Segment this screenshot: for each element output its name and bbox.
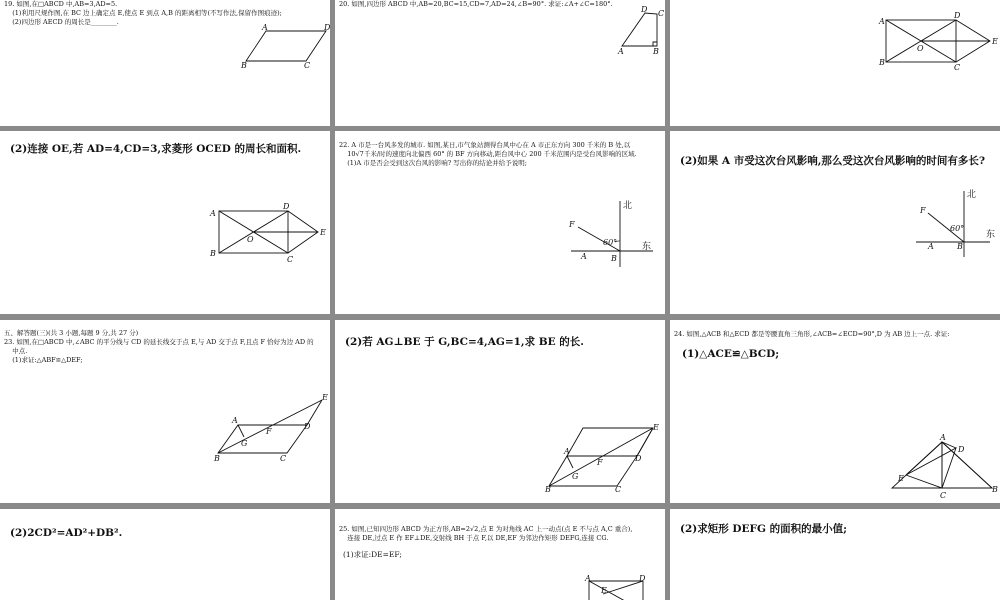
q21-part2-figure: [0, 131, 330, 314]
svg-text:F: F: [597, 458, 603, 467]
svg-text:A: A: [879, 17, 885, 26]
q21-part2-text: (2)连接 OE,若 AD=4,CD=3,求菱形 OCED 的周长和面积.: [10, 143, 302, 155]
svg-text:D: D: [324, 23, 331, 32]
q23-text: 五、解答题(三)(共 3 小题,每题 9 分,共 27 分) 23. 如图,在□ABCD 中,∠ABC 的平分线与 CD 的延长线交于点 E,与 AD 交于点 F,且点 F 恰好为边 AD 的 中点. (1)求证:△ABF≌△DEF;: [4, 329, 314, 364]
svg-text:60°: 60°: [950, 224, 965, 233]
panel-q25-part2: [670, 509, 1000, 600]
panel-q19: [0, 0, 330, 126]
svg-text:G: G: [241, 439, 248, 448]
panel-q24: [670, 320, 1000, 503]
svg-text:E: E: [653, 423, 659, 432]
svg-text:D: D: [958, 445, 965, 454]
svg-text:F: F: [569, 220, 575, 229]
svg-text:C: C: [954, 63, 961, 72]
q21-rhombus-figure: [670, 0, 1000, 126]
svg-text:D: D: [304, 422, 311, 431]
panel-q21-figure: [670, 0, 1000, 126]
q20-quadrilateral-figure: [335, 0, 665, 126]
svg-text:北: 北: [967, 190, 977, 200]
svg-text:C: C: [280, 454, 287, 463]
q24-sub-text: (1)△ACE≌△BCD;: [682, 348, 780, 360]
q23-part2-text: (2)若 AG⊥BE 于 G,BC=4,AG=1,求 BE 的长.: [345, 336, 584, 348]
q22-part2-text: (2)如果 A 市受这次台风影响,那么受这次台风影响的时间有多长?: [680, 155, 986, 167]
panel-q24-part2: [0, 509, 330, 600]
q23-parallelogram-figure: [0, 320, 330, 503]
svg-text:C: C: [304, 61, 311, 70]
q25-sub-text: (1)求证:DE=EF;: [343, 550, 402, 559]
panel-q20: [335, 0, 665, 126]
svg-text:B: B: [611, 254, 617, 263]
q22-typhoon-figure: [335, 131, 665, 314]
svg-text:A: A: [581, 252, 587, 261]
svg-text:F: F: [266, 427, 272, 436]
svg-text:A: A: [210, 209, 216, 218]
svg-text:O: O: [247, 235, 254, 244]
svg-text:B: B: [653, 47, 659, 56]
svg-text:B: B: [210, 249, 216, 258]
svg-text:D: D: [639, 574, 646, 583]
svg-text:C: C: [287, 255, 294, 264]
svg-text:A: A: [232, 416, 238, 425]
panel-q25: [335, 509, 665, 600]
svg-text:B: B: [992, 485, 998, 494]
svg-text:A: A: [618, 47, 624, 56]
svg-text:东: 东: [986, 230, 996, 240]
svg-text:G: G: [572, 472, 579, 481]
svg-text:D: D: [635, 454, 642, 463]
q25-part2-text: (2)求矩形 DEFG 的面积的最小值;: [680, 523, 847, 535]
svg-text:F: F: [920, 206, 926, 215]
svg-text:C: C: [658, 9, 665, 18]
panel-q22-part2: [670, 131, 1000, 314]
svg-text:C: C: [615, 485, 622, 494]
q25-square-figure: [335, 509, 665, 600]
svg-text:B: B: [957, 242, 963, 251]
svg-text:D: D: [954, 11, 961, 20]
panel-q21-part2: [0, 131, 330, 314]
svg-text:D: D: [641, 5, 648, 14]
svg-text:E: E: [992, 37, 998, 46]
panel-q23-part2: [335, 320, 665, 503]
q24-triangles-figure: [670, 320, 1000, 503]
q25-text: 25. 如图,已知四边形 ABCD 为正方形,AB=2√2,点 E 为对角线 AC 上一动点(点 E 不与点 A,C 重合), 连接 DE,过点 E 作 EF⊥DE,交射线 BH 于点 F,以 DE,EF 为邻边作矩形 DEFG,连接 CG.: [339, 525, 633, 542]
panel-q22: [335, 131, 665, 314]
q24-part2-text: (2)2CD²=AD²+DB².: [10, 527, 123, 539]
svg-text:D: D: [283, 202, 290, 211]
svg-text:A: A: [928, 242, 934, 251]
svg-text:B: B: [214, 454, 220, 463]
svg-text:60°: 60°: [603, 238, 618, 247]
svg-text:A: A: [585, 574, 591, 583]
svg-text:O: O: [917, 44, 924, 53]
q19-parallelogram-figure: [0, 0, 330, 126]
q20-text: 20. 如图,四边形 ABCD 中,AB=20,BC=15,CD=7,AD=24,∠B=90°. 求证:∠A+∠C=180°.: [339, 0, 613, 8]
svg-text:B: B: [545, 485, 551, 494]
svg-text:B: B: [241, 61, 247, 70]
q23-part2-figure: [335, 320, 665, 503]
panel-q23: [0, 320, 330, 503]
svg-text:北: 北: [623, 201, 633, 211]
q22-text: 22. A 市是一台风多发的城市. 如图,某日,市气象站测得台风中心在 A 市正东方向 300 千米的 B 处,以 10√7千米/时的速度向北偏西 60° 的 BF 方向移动,距台风中心 200 千米范围内是受台风影响的区域. (1)A 市是否会受到这次台风的影响? 写出你的结论并给予说明;: [339, 141, 637, 167]
q19-text: 19. 如图,在□ABCD 中,AB=3,AD=5. (1)利用尺规作图,在 BC 边上确定点 E,使点 E 到点 A,B 的距离相等(不写作法,保留作图痕迹); (2)四边形 AECD 的周长是________.: [4, 0, 282, 26]
q22-part2-figure: [670, 131, 1000, 314]
svg-text:东: 东: [642, 242, 652, 252]
svg-text:A: A: [940, 433, 946, 442]
svg-text:A: A: [564, 447, 570, 456]
svg-text:A: A: [262, 23, 268, 32]
svg-text:E: E: [601, 586, 607, 595]
svg-text:E: E: [898, 474, 904, 483]
svg-text:E: E: [320, 228, 326, 237]
svg-text:C: C: [940, 491, 947, 500]
q24-text: 24. 如图,△ACB 和△ECD 都是等腰直角三角形,∠ACB=∠ECD=90°,D 为 AB 边上一点. 求证:: [674, 330, 950, 338]
svg-text:B: B: [879, 58, 885, 67]
svg-text:E: E: [322, 393, 328, 402]
